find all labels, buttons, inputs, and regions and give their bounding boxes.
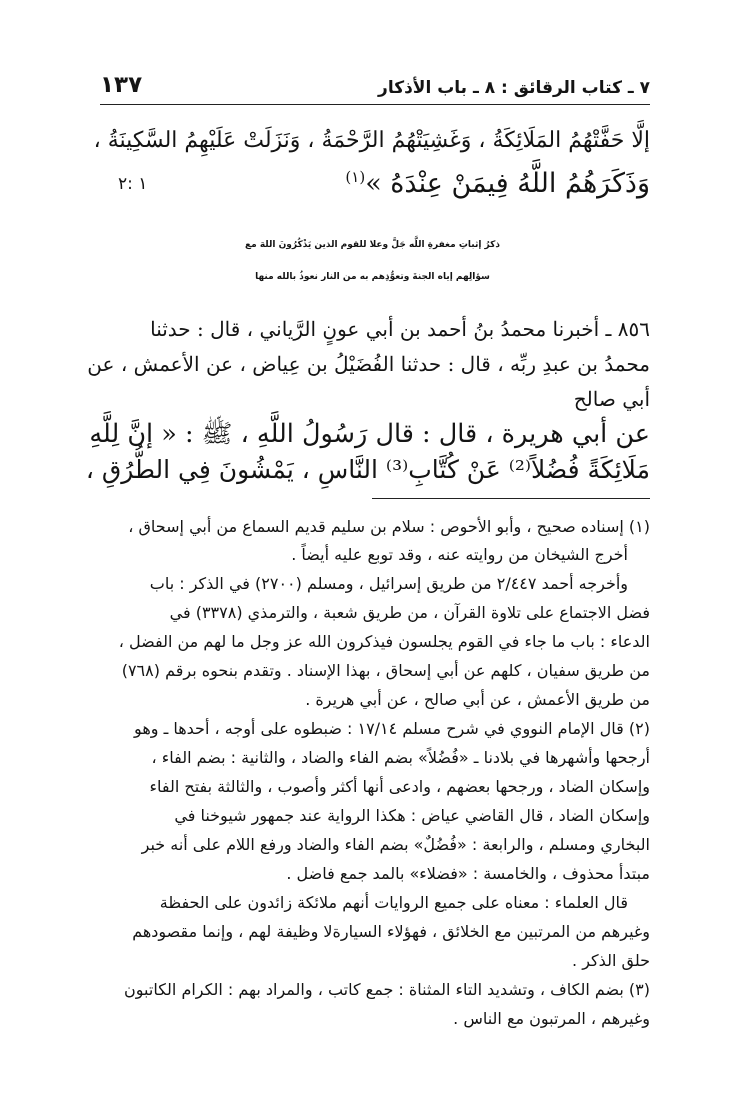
hadith-text: وَذَكَرَهُمُ اللَّهُ فِيمَنْ عِنْدَهُ » bbox=[365, 168, 650, 199]
footnote-line: (٣) بضم الكاف ، وتشديد التاء المثناة : جمع كاتب ، والمراد بهم : الكرام الكاتبون bbox=[124, 980, 650, 999]
hadith-reference: ١ :٢ bbox=[118, 174, 148, 194]
footnote-line: أرجحها وأشهرها في بلادنا ـ «فُضُلاً» بضم الفاء والضاد ، والثانية : بضم الفاء ، bbox=[151, 748, 650, 767]
chapter-heading: ذكرُ إثباتِ مغفرةِ اللَّه جَلَّ وعلا للقوم الذين يَذْكُرُونَ اللهَ مع bbox=[245, 240, 500, 250]
footnote-line: الدعاء : باب ما جاء في القوم يجلسون فيذكرون الله عز وجل ما لهم من الفضل ، bbox=[118, 632, 650, 651]
isnad-line: أبي صالح bbox=[573, 387, 650, 411]
footnote-line: وغيرهم ، المرتبون مع الناس . bbox=[453, 1009, 650, 1028]
footnote-line: من طريق الأعمش ، عن أبي صالح ، عن أبي هريرة . bbox=[305, 690, 650, 709]
page-header bbox=[100, 70, 650, 105]
footnote-line: وإسكان الضاد ، ورجحها بعضهم ، وادعى أنها أكثر وأصوب ، والثالثة بفتح الفاء bbox=[149, 777, 650, 796]
hadith-line bbox=[345, 168, 650, 199]
footnote-separator bbox=[372, 498, 650, 499]
running-title: ٧ ـ كتاب الرقائق : ٨ ـ باب الأذكار bbox=[378, 78, 650, 98]
footnote-line: أخرج الشيخان من روايته عنه ، وقد توبع عليه أيضاً . bbox=[291, 545, 628, 564]
footnote-line: وإسكان الضاد ، قال القاضي عياض : هكذا الرواية عند جمهور شيوخنا في bbox=[174, 806, 650, 825]
footnote-line: مبتدأ محذوف ، والخامسة : «فضلاء» بالمد جمع فاضل . bbox=[286, 864, 650, 883]
footnote-line: وأخرجه أحمد ٢/٤٤٧ من طريق إسرائيل ، ومسلم (٢٧٠٠) في الذكر : باب bbox=[149, 574, 628, 593]
isnad-line: محمدُ بن عبدِ ربِّه ، قال : حدثنا الفُضَيْلُ بن عِياض ، عن الأعمش ، عن bbox=[87, 352, 650, 376]
chapter-heading: سؤالِهم إياه الجنةَ وتعوُّذِهم به من النار نعوذُ بالله منها bbox=[255, 272, 490, 282]
footnote-line: (٢) قال الإمام النووي في شرح مسلم ١٧/١٤ : ضبطوه على أوجه ، أحدها ـ وهو bbox=[134, 719, 650, 738]
matn-line: عن أبي هريرة ، قال : قال رَسُولُ اللَّهِ ، ﷺ : « إنَّ لِلَّهِ bbox=[89, 419, 650, 449]
footnote-marker: (١) bbox=[345, 168, 366, 186]
page-number: ١٣٧ bbox=[100, 72, 143, 98]
footnote-line: من طريق سفيان ، كلهم عن أبي إسحاق ، بهذا الإسناد . وتقدم بنحوه برقم (٧٦٨) bbox=[121, 661, 650, 680]
footnote-line: (١) إسناده صحيح ، وأبو الأحوص : سلام بن سليم قديم السماع من أبي إسحاق ، bbox=[128, 517, 650, 536]
footnote-line: وغيرهم من المرتبين مع الخلائق ، فهؤلاء السيارةلا وظيفة لهم ، وإنما مقصودهم bbox=[132, 922, 650, 941]
isnad-line: ٨٥٦ ـ أخبرنا محمدُ بنُ أحمد بن أبي عونٍ الرَّياني ، قال : حدثنا bbox=[150, 317, 650, 341]
footnote-line: حلق الذكر . bbox=[572, 951, 650, 970]
footnote-line: فضل الاجتماع على تلاوة القرآن ، من طريق شعبة ، والترمذي (٣٣٧٨) في bbox=[169, 603, 650, 622]
matn-line: مَلَائِكَةً فُضُلاً⁽²⁾ عَنْ كُتَّابِ⁽³⁾ النَّاسِ ، يَمْشُونَ فِي الطُّرُقِ ، bbox=[85, 455, 650, 484]
hadith-line: إلَّا حَفَّتْهُمُ المَلَائِكَةُ ، وَغَشِيَتْهُمُ الرَّحْمَةُ ، وَنَزَلَتْ عَلَيْهِمُ السَّكِينَةُ ، bbox=[93, 128, 650, 153]
footnote-line: البخاري ومسلم ، والرابعة : «فُضُلٌ» بضم الفاء والضاد ورفع اللام على أنه خبر bbox=[141, 835, 650, 854]
footnote-line: قال العلماء : معناه على جميع الروايات أنهم ملائكة زائدون على الحفظة bbox=[159, 893, 628, 912]
